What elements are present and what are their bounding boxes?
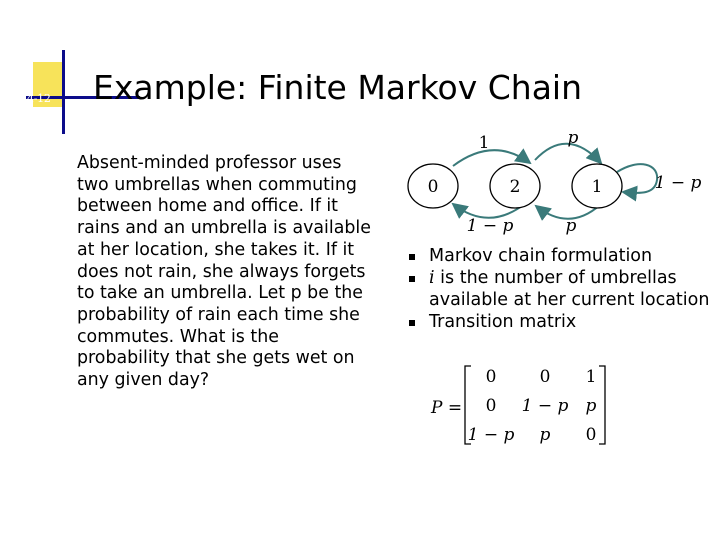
bullet-text: Markov chain formulation [429, 246, 653, 266]
matrix-cell: p [585, 396, 597, 416]
bullet-square-icon [409, 254, 415, 260]
transition-matrix [425, 360, 715, 450]
matrix-label: P = [431, 398, 463, 418]
bullet-item-matrix [408, 311, 718, 333]
matrix-cell: 0 [585, 425, 597, 445]
bullet-text: is the number of umbrellas available at her current location [429, 268, 710, 310]
edge-label-top-right: p [567, 128, 579, 148]
bullet-list [408, 245, 718, 333]
state-label: 1 [591, 177, 603, 197]
matrix-right-bracket [599, 366, 605, 444]
header-vertical-bar [62, 50, 65, 134]
bullet-square-icon [409, 320, 415, 326]
state-label: 0 [427, 177, 439, 197]
matrix-cell: p [539, 425, 551, 445]
bullet-symbol: i [429, 268, 435, 288]
edge-label-bottom-left: 1 − p [466, 216, 514, 236]
edge-1-self-loop [617, 164, 657, 193]
matrix-cell: 0 [485, 367, 497, 387]
edge-label-top-left: 1 [478, 133, 490, 153]
bullet-item-definition [408, 267, 718, 311]
matrix-cell: 1 − p [521, 396, 569, 416]
edge-label-bottom-right: p [565, 216, 577, 236]
slide-title: Example: Finite Markov Chain [93, 68, 583, 107]
state-label: 2 [509, 177, 521, 197]
matrix-cell: 1 [585, 367, 597, 387]
slide-number: 4-12 [27, 92, 51, 105]
matrix-cell: 1 − p [467, 425, 515, 445]
state-node-0 [408, 164, 458, 208]
state-node-1 [572, 164, 622, 208]
matrix-cell: 0 [539, 367, 551, 387]
bullet-square-icon [409, 276, 415, 282]
state-node-2 [490, 164, 540, 208]
matrix-cell: 0 [485, 396, 497, 416]
edge-label-self-loop: 1 − p [654, 173, 702, 193]
markov-chain-diagram [395, 128, 715, 238]
problem-statement: Absent-minded professor uses two umbrellas when commuting between home and office. If it rains and an umbrella is available at her location, she takes it. If it does not rain, she always forgets to take an umbrella. Let p be the probability of rain each time she commutes. What is the probability that she gets wet on any given day? [77, 153, 371, 391]
bullet-text: Transition matrix [429, 312, 577, 332]
bullet-item-formulation [408, 245, 718, 267]
